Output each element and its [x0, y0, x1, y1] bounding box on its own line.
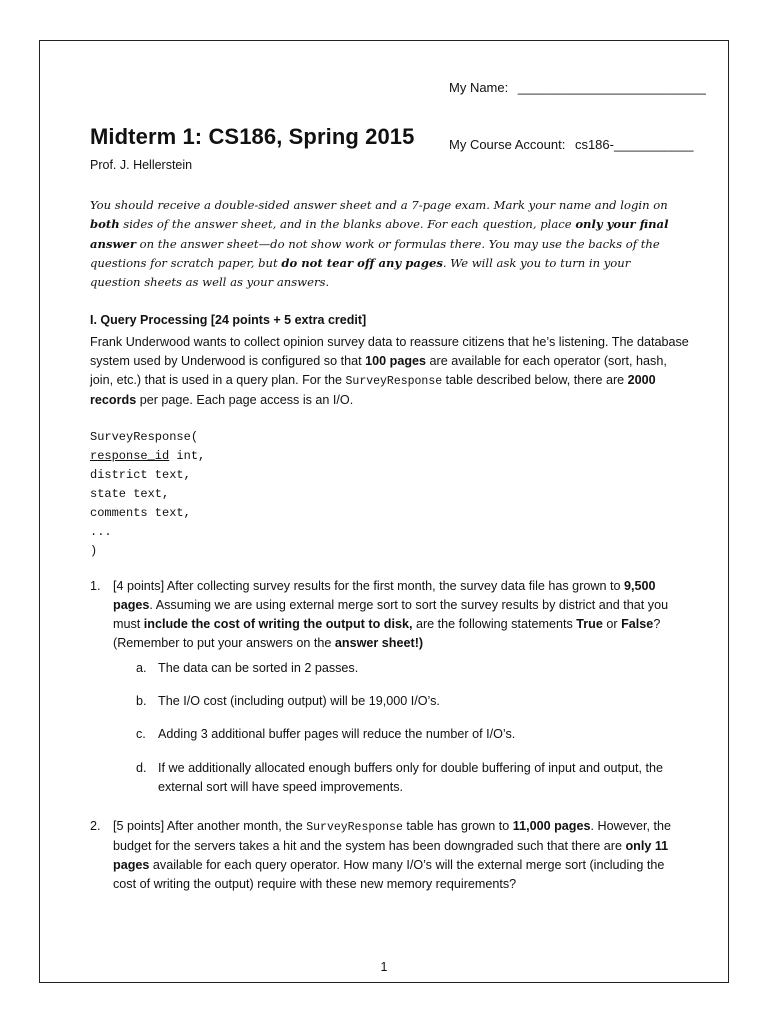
emphasis-no-tear: do not tear off any pages: [281, 255, 443, 270]
question-1: 1. [4 points] After collecting survey results for the first month, the survey data file has grown to 9,500 pages. Assuming we are using external merge sort to sort the survey results by district and that you must include the cost of writing the output to disk, are the following statements True or False? (Remember to put your answers on the answer sheet!): [90, 579, 669, 650]
name-field-line: [449, 80, 706, 95]
page-number: 1: [380, 960, 388, 974]
exam-instructions: You should receive a double-sided answer sheet and a 7-page exam. Mark your name and login on both sides of the answer sheet, and in the blanks above. For each question, place only your final answer on the answer sheet—do not show work or formulas there. You may use the backs of the questions for scratch paper, but do not tear off any pages. We will ask you to turn in your question sheets as well as your answers.: [90, 198, 669, 290]
question-number: 1.: [90, 579, 101, 593]
inline-code-table: SurveyResponse: [306, 821, 403, 834]
primary-key-field: response_id: [90, 449, 170, 463]
option-b: b. The I/O cost (including output) will be 19,000 I/O’s.: [136, 694, 440, 708]
course-account-line: [449, 137, 694, 152]
emphasis-both: both: [90, 217, 120, 232]
inline-code-table: SurveyResponse: [345, 375, 443, 388]
course-account-value: cs186-___________: [574, 137, 694, 152]
name-blank: __________________________: [517, 80, 706, 95]
option-a: a. The data can be sorted in 2 passes.: [136, 661, 359, 675]
option-d: d. If we additionally allocated enough buffers only for double buffering of input and output, the external sort will have speed improvements.: [136, 761, 664, 794]
question-2: 2. [5 points] After another month, the SurveyResponse table has grown to 11,000 pages. However, the budget for the servers takes a hit and the system has been downgraded such that there are only 11 pages available for each query operator. How many I/O’s will the external merge sort (including the cost of writing the output) require with these new memory requirements?: [90, 819, 672, 891]
course-account-label: My Course Account:: [449, 137, 566, 152]
professor-name: Prof. J. Hellerstein: [90, 158, 193, 172]
section-heading: I. Query Processing [24 points + 5 extra credit]: [90, 313, 367, 327]
option-c: c. Adding 3 additional buffer pages will reduce the number of I/O’s.: [136, 727, 516, 741]
name-label: My Name:: [449, 80, 509, 95]
exam-title: Midterm 1: CS186, Spring 2015: [90, 124, 415, 149]
emphasis-final-answer: only your final answer: [90, 217, 669, 251]
question-number: 2.: [90, 819, 101, 833]
section-intro: Frank Underwood wants to collect opinion survey data to reassure citizens that he’s listening. The database system used by Underwood is configured so that 100 pages are available for each operator (sort, hash, join, etc.) that is used in a query plan. For the SurveyResponse table described below, there are 2000 records per page. Each page access is an I/O.: [90, 335, 689, 407]
schema-code-block: SurveyResponse( response_id int, district text, state text, comments text, ... ): [90, 430, 206, 558]
